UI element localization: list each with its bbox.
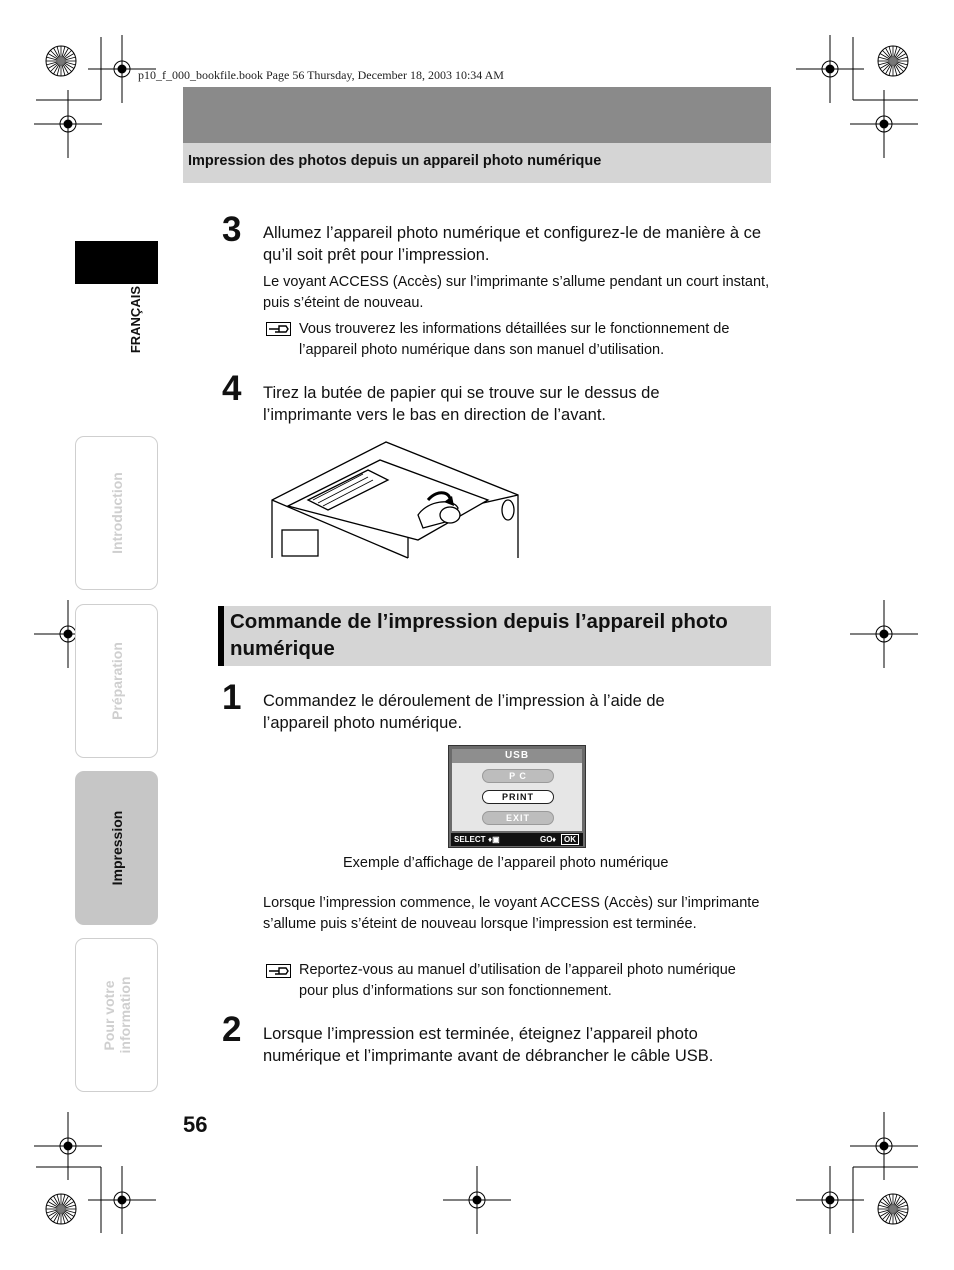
rosette-mark — [46, 46, 76, 76]
section-title: Commande de l’impression depuis l’appareil photo numérique — [230, 610, 728, 660]
figure-caption: Exemple d’affichage de l’appareil photo numérique — [343, 855, 669, 871]
step-detail: Le voyant ACCESS (Accès) sur l’imprimante s’allume pendant un court instant, puis s’éteint de nouveau. — [263, 274, 770, 311]
lcd-footer — [451, 833, 583, 846]
tab-impression-label: Impression — [108, 810, 125, 886]
crosshair-mark — [850, 1112, 918, 1180]
rosette-mark — [878, 46, 908, 76]
tab-introduction[interactable] — [75, 436, 158, 590]
step-number: 2 — [222, 1010, 242, 1049]
lcd-go-arrow-icon: ♦ — [552, 835, 557, 844]
crosshair-mark — [88, 1166, 156, 1234]
printer-illustration — [268, 440, 524, 560]
lcd-option-exit: EXIT — [482, 811, 554, 825]
header-band — [183, 87, 771, 143]
crosshair-mark — [34, 1112, 102, 1180]
step-text: Tirez la butée de papier qui se trouve sur le dessus de l’imprimante vers le bas en direction de l’avant. — [263, 384, 660, 424]
tab-impression[interactable] — [75, 771, 158, 925]
note-hand-icon — [266, 322, 291, 336]
tab-preparation-label: Préparation — [108, 642, 125, 720]
tab-preparation[interactable] — [75, 604, 158, 758]
step-text: Allumez l’appareil photo numérique et configurez-le de manière à ce qu’il soit prêt pour l’impression. — [263, 224, 762, 264]
page-number: 56 — [183, 1112, 208, 1137]
note-text: Vous trouverez les informations détaillées sur le fonctionnement de l’appareil photo numérique dans son manuel d’utilisation. — [299, 321, 730, 358]
rosette-mark — [878, 1194, 908, 1224]
lcd-header: USB — [452, 749, 582, 763]
lcd-ok-box: OK — [561, 834, 579, 845]
tab-pour-votre-information-label: Pour votre information — [100, 976, 133, 1054]
header-subtitle-band — [183, 143, 771, 183]
lcd-option-print: PRINT — [482, 790, 554, 804]
crosshair-mark — [796, 35, 864, 103]
crosshair-mark — [443, 1166, 511, 1234]
camera-lcd-screen — [448, 745, 586, 848]
language-label: FRANÇAIS — [128, 286, 143, 354]
step-number: 4 — [222, 369, 242, 408]
file-header: p10_f_000_bookfile.book Page 56 Thursday, December 18, 2003 10:34 AM — [138, 68, 504, 82]
step-text: Commandez le déroulement de l’impression à l’aide de l’appareil photo numérique. — [263, 692, 665, 732]
header-subtitle: Impression des photos depuis un appareil photo numérique — [188, 153, 602, 169]
lcd-select-label: SELECT — [454, 835, 486, 844]
crosshair-mark — [796, 1166, 864, 1234]
rosette-mark — [46, 1194, 76, 1224]
section-heading — [218, 606, 771, 666]
step-number: 1 — [222, 678, 242, 717]
language-marker — [75, 241, 158, 284]
lcd-option-pc: P C — [482, 769, 554, 783]
lcd-go-label: GO — [540, 835, 553, 844]
step-text: Lorsque l’impression est terminée, éteignez l’appareil photo numérique et l’imprimante avant de débrancher le câble USB. — [263, 1025, 714, 1065]
step-detail: Lorsque l’impression commence, le voyant ACCESS (Accès) sur l’imprimante s’allume puis s’éteint de nouveau lorsque l’impression est terminée. — [263, 895, 760, 932]
tab-introduction-label: Introduction — [108, 472, 125, 554]
step-number: 3 — [222, 210, 242, 249]
lcd-select-icon: ♦▣ — [488, 835, 500, 844]
note-hand-icon — [266, 964, 291, 978]
crosshair-mark — [850, 600, 918, 668]
tab-pour-votre-information[interactable] — [75, 938, 158, 1092]
note-text: Reportez-vous au manuel d’utilisation de l’appareil photo numérique pour plus d’informations sur son fonctionnement. — [299, 962, 736, 999]
